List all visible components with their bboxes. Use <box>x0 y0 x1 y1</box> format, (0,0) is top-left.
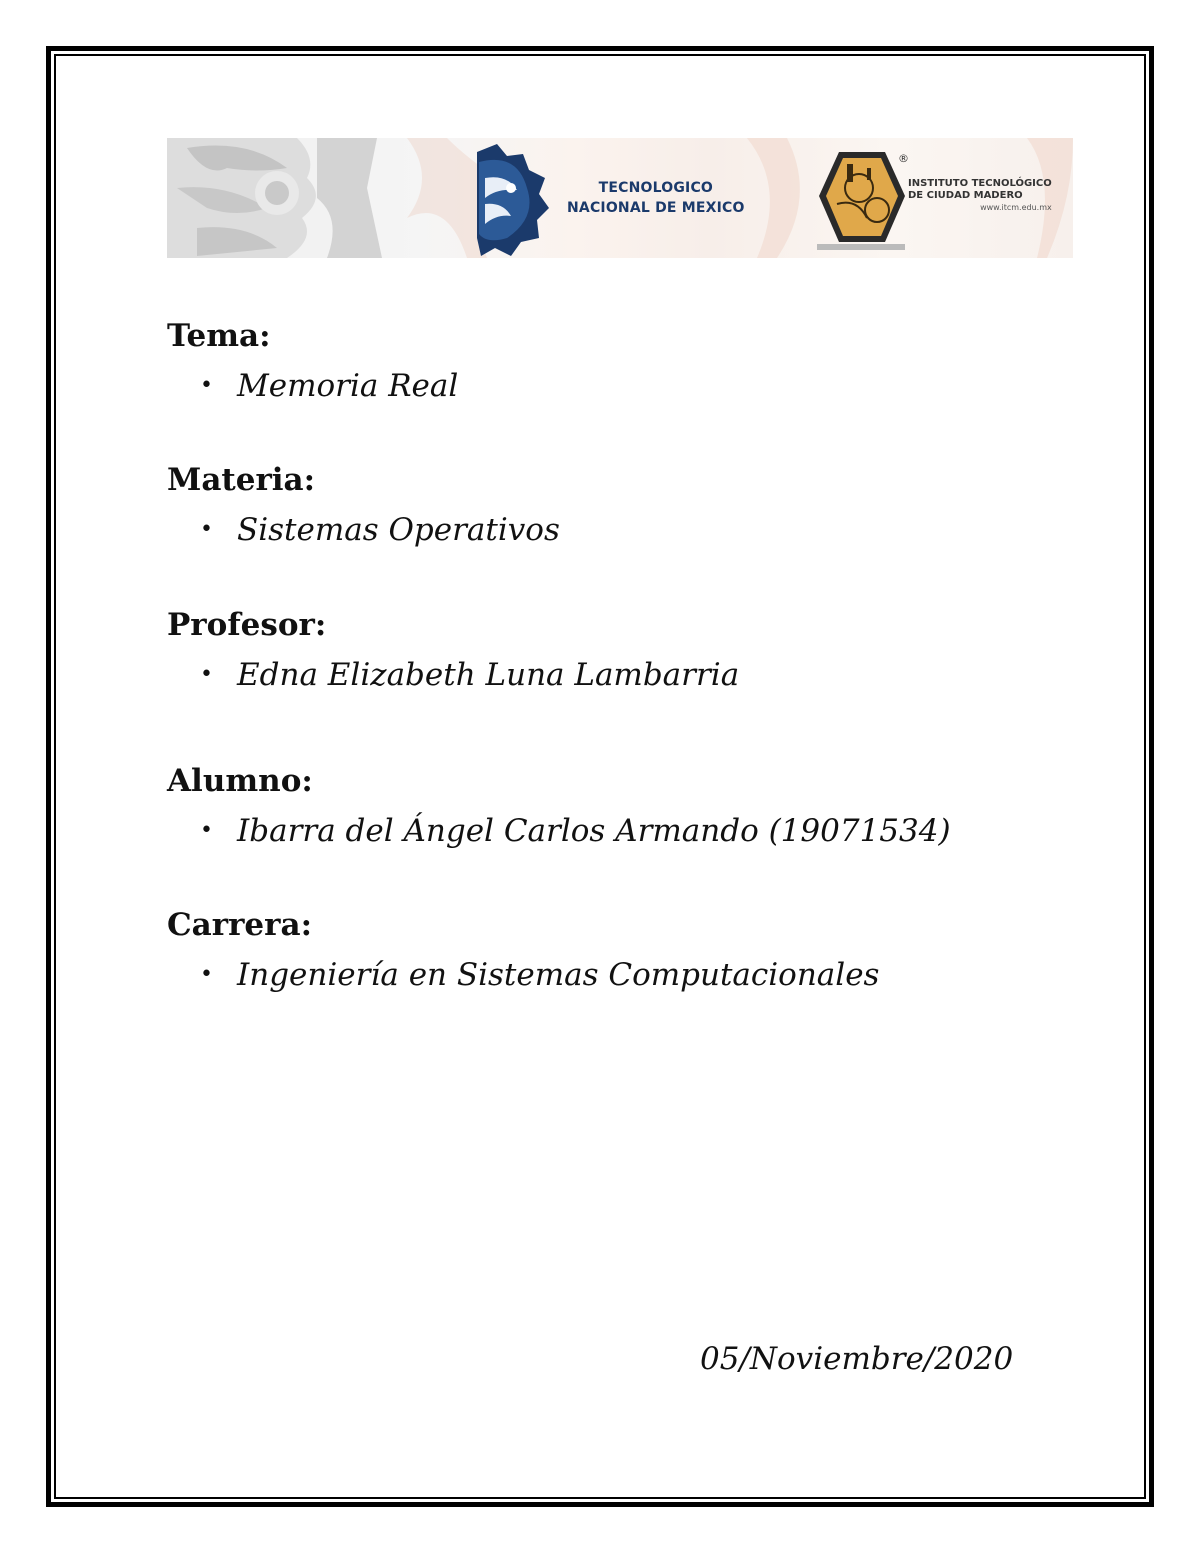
section-materia <box>167 460 560 552</box>
bullet: • <box>200 818 213 843</box>
tecnm-name <box>567 178 745 218</box>
section-value: Memoria Real <box>237 368 459 404</box>
itcm-name-line2: DE CIUDAD MADERO <box>908 190 1023 201</box>
bullet: • <box>200 517 213 542</box>
list-item <box>167 653 739 697</box>
section-tema <box>167 316 458 408</box>
header-banner <box>167 138 1073 258</box>
list-item <box>167 809 951 853</box>
list-item <box>167 508 560 552</box>
tecnm-name-line2: NACIONAL DE MEXICO <box>567 200 745 216</box>
registered-mark: ® <box>898 152 909 165</box>
tecnm-logo-icon <box>477 144 549 256</box>
section-carrera <box>167 905 879 997</box>
section-label: Tema: <box>167 318 271 354</box>
bullet: • <box>200 962 213 987</box>
bullet: • <box>200 373 213 398</box>
section-profesor <box>167 605 739 697</box>
tecnm-name-line1: TECNOLOGICO <box>598 180 714 196</box>
section-value: Edna Elizabeth Luna Lambarria <box>237 657 740 693</box>
section-label: Alumno: <box>167 763 313 799</box>
itcm-emblem-icon <box>817 152 905 250</box>
document-date: 05/Noviembre/2020 <box>700 1341 1014 1377</box>
section-alumno <box>167 761 951 853</box>
eagle-watermark-icon <box>167 138 382 258</box>
itcm-name-line1: INSTITUTO TECNOLÓGICO <box>908 178 1052 189</box>
itcm-url: www.itcm.edu.mx <box>980 203 1052 212</box>
section-value: Ingeniería en Sistemas Computacionales <box>237 957 880 993</box>
section-label: Carrera: <box>167 907 313 943</box>
list-item <box>167 953 879 997</box>
section-label: Profesor: <box>167 607 327 643</box>
bullet: • <box>200 662 213 687</box>
section-value: Ibarra del Ángel Carlos Armando (19071534) <box>237 813 951 849</box>
itcm-name <box>908 178 1052 214</box>
section-value: Sistemas Operativos <box>237 512 560 548</box>
list-item <box>167 364 458 408</box>
section-label: Materia: <box>167 462 316 498</box>
